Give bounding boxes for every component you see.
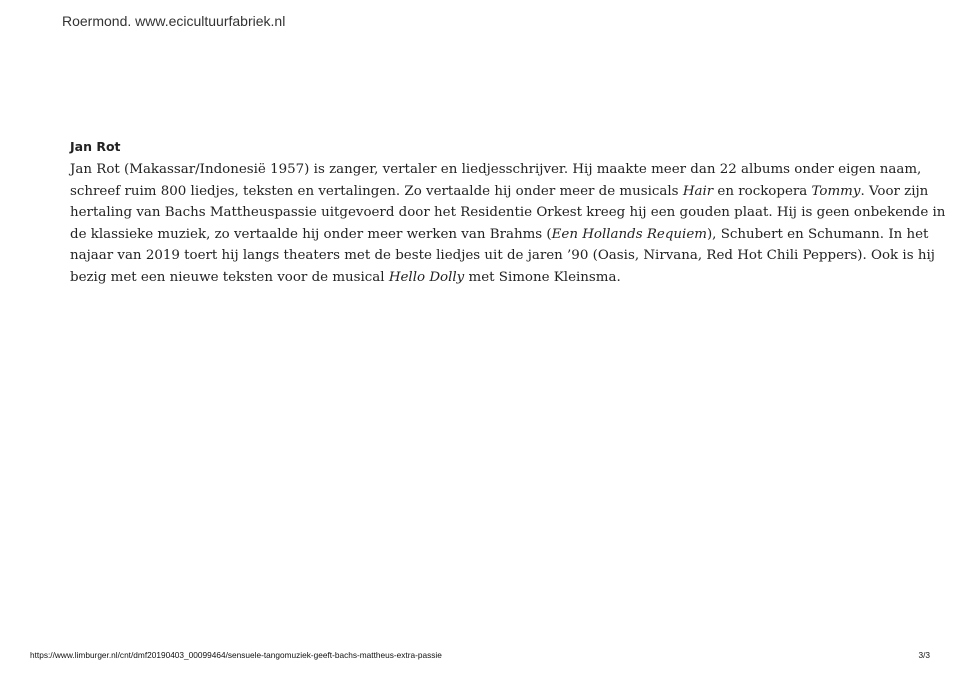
bio-text-segment: de klassieke muziek, zo vertaalde hij onder meer werken van Brahms ( (70, 226, 552, 242)
bio-text-segment: schreef ruim 800 liedjes, teksten en vertalingen. Zo vertaalde hij onder meer de musicals (70, 183, 683, 199)
bio-line (70, 267, 900, 289)
bio-line (70, 159, 922, 181)
work-title: Hair (682, 183, 714, 199)
footer-url: https://www.limburger.nl/cnt/dmf20190403_00099464/sensuele-tangomuziek-geeft-bachs-mattheus-extra-passie (30, 650, 442, 660)
bio-text-segment: najaar van 2019 toert hij langs theaters met de beste liedjes uit de jaren ’90 (Oasis, Nirvana, Red Hot Chili Peppers). Ook is hij (70, 248, 935, 263)
bio-text-segment: bezig met een nieuwe teksten voor de musical (70, 269, 389, 285)
bio-text-segment: met Simone Kleinsma. (464, 269, 621, 285)
location-website-line: Roermond. www.ecicultuurfabriek.nl (62, 13, 286, 29)
bio-text-segment: . Voor zijn (860, 183, 929, 199)
work-title: Een Hollands Requiem (551, 226, 707, 242)
work-title: Hello Dolly (388, 269, 465, 285)
bio-line (70, 202, 946, 224)
bio-text-segment: hertaling van Bachs Mattheuspassie uitgevoerd door het Residentie Orkest kreeg hij een gouden plaat. Hij is geen onbekende in (70, 205, 946, 220)
bio-line (70, 224, 929, 246)
artist-bio-section (70, 138, 946, 288)
bio-heading: Jan Rot (70, 139, 121, 154)
bio-text-segment: ), Schubert en Schumann. In het (706, 226, 929, 242)
bio-text-segment: Jan Rot (Makassar/Indonesië 1957) is zanger, vertaler en liedjesschrijver. Hij maakte meer dan 22 albums onder eigen naam, (70, 162, 922, 177)
page-indicator: 3/3 (918, 650, 930, 660)
bio-text-segment: en rockopera (713, 183, 812, 199)
bio-paragraph (70, 159, 946, 288)
work-title: Tommy (811, 183, 861, 199)
bio-line (70, 245, 935, 267)
bio-line (70, 181, 929, 203)
